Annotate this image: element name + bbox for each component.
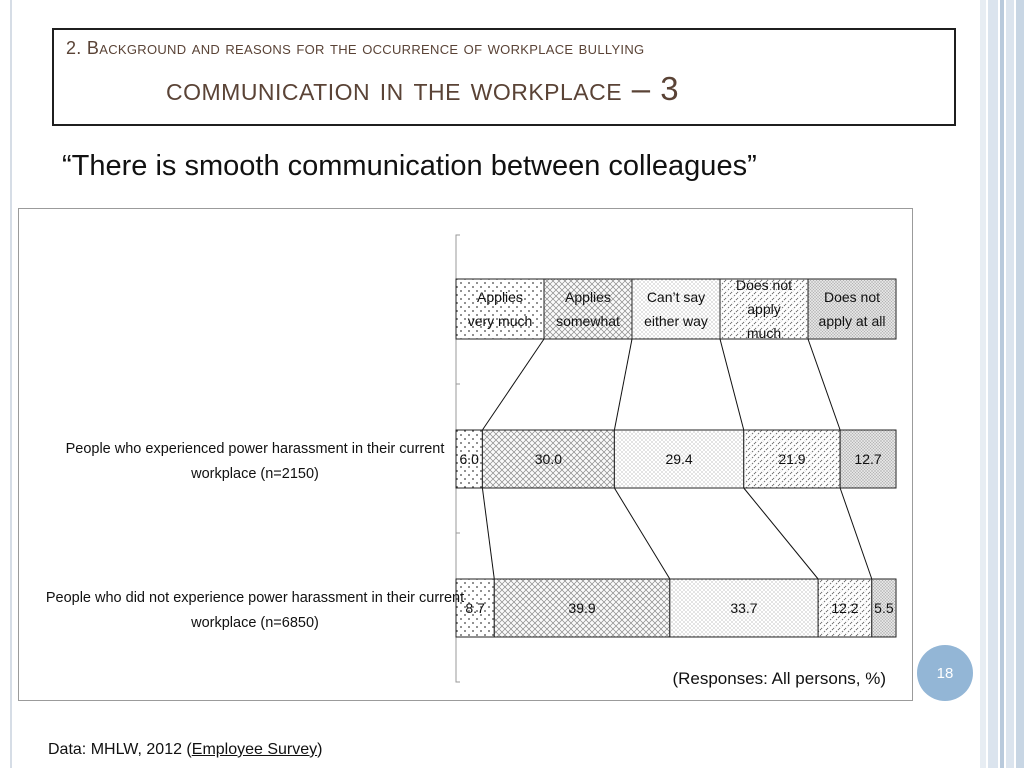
legend-label-5: Does not [823, 289, 881, 305]
legend-label-1: Applies [477, 289, 523, 305]
data-label: 39.9 [568, 600, 596, 616]
category-label: People who experienced power harassment in their current [65, 441, 445, 457]
title-box [52, 28, 956, 126]
data-label: 21.9 [778, 451, 806, 467]
section-title: 2. Background and reasons for the occurrence of workplace bullying [66, 38, 645, 58]
data-label: 5.5 [874, 600, 894, 616]
data-label: 30.0 [534, 451, 563, 467]
connector-line [744, 488, 818, 579]
legend-swatch-3 [632, 279, 720, 339]
stacked-bar-chart [19, 209, 912, 700]
connector-line [482, 339, 544, 430]
connector-line [840, 488, 872, 579]
data-label: 29.4 [665, 451, 693, 467]
category-label: People who did not experience power harassment in their current [45, 590, 465, 606]
legend-label-4: apply [747, 301, 781, 317]
category-label: workplace (n=6850) [191, 615, 319, 631]
data-label: 12.7 [854, 451, 882, 467]
connector-line [482, 488, 494, 579]
legend-swatch-1 [456, 279, 544, 339]
data-label: 33.7 [730, 600, 758, 616]
data-label: 12.2 [831, 600, 859, 616]
employee-survey-link[interactable]: Employee Survey [191, 741, 318, 758]
slide-title: communication in the workplace – 3 [166, 70, 680, 107]
legend-label-2: somewhat [556, 313, 620, 329]
legend-label-3: Can’t say [646, 289, 706, 305]
data-label: 6.0 [459, 451, 479, 467]
legend-label-1: very much [467, 313, 533, 329]
legend-label-2: Applies [565, 289, 611, 305]
connector-line [808, 339, 840, 430]
legend-label-3: either way [644, 313, 708, 329]
legend-label-4: Does not [735, 277, 793, 293]
legend-swatch-5 [808, 279, 896, 339]
source-prefix: Data: MHLW, 2012 ( [48, 741, 192, 758]
chart-note: (Responses: All persons, %) [672, 669, 886, 688]
chart-frame [18, 208, 913, 701]
data-label: 8.7 [465, 600, 485, 616]
connector-line [614, 339, 632, 430]
page-number-badge: 18 [917, 645, 973, 701]
connector-line [720, 339, 744, 430]
left-edge-border [0, 0, 12, 768]
source-note [48, 741, 322, 759]
right-decorative-stripes [980, 0, 1024, 768]
legend-label-4: much [746, 325, 782, 341]
survey-question: “There is smooth communication between colleagues” [62, 150, 757, 182]
legend-swatch-2 [544, 279, 632, 339]
category-label: workplace (n=2150) [191, 466, 319, 482]
legend-label-5: apply at all [818, 313, 886, 329]
connector-line [614, 488, 669, 579]
source-suffix: ) [317, 741, 323, 758]
